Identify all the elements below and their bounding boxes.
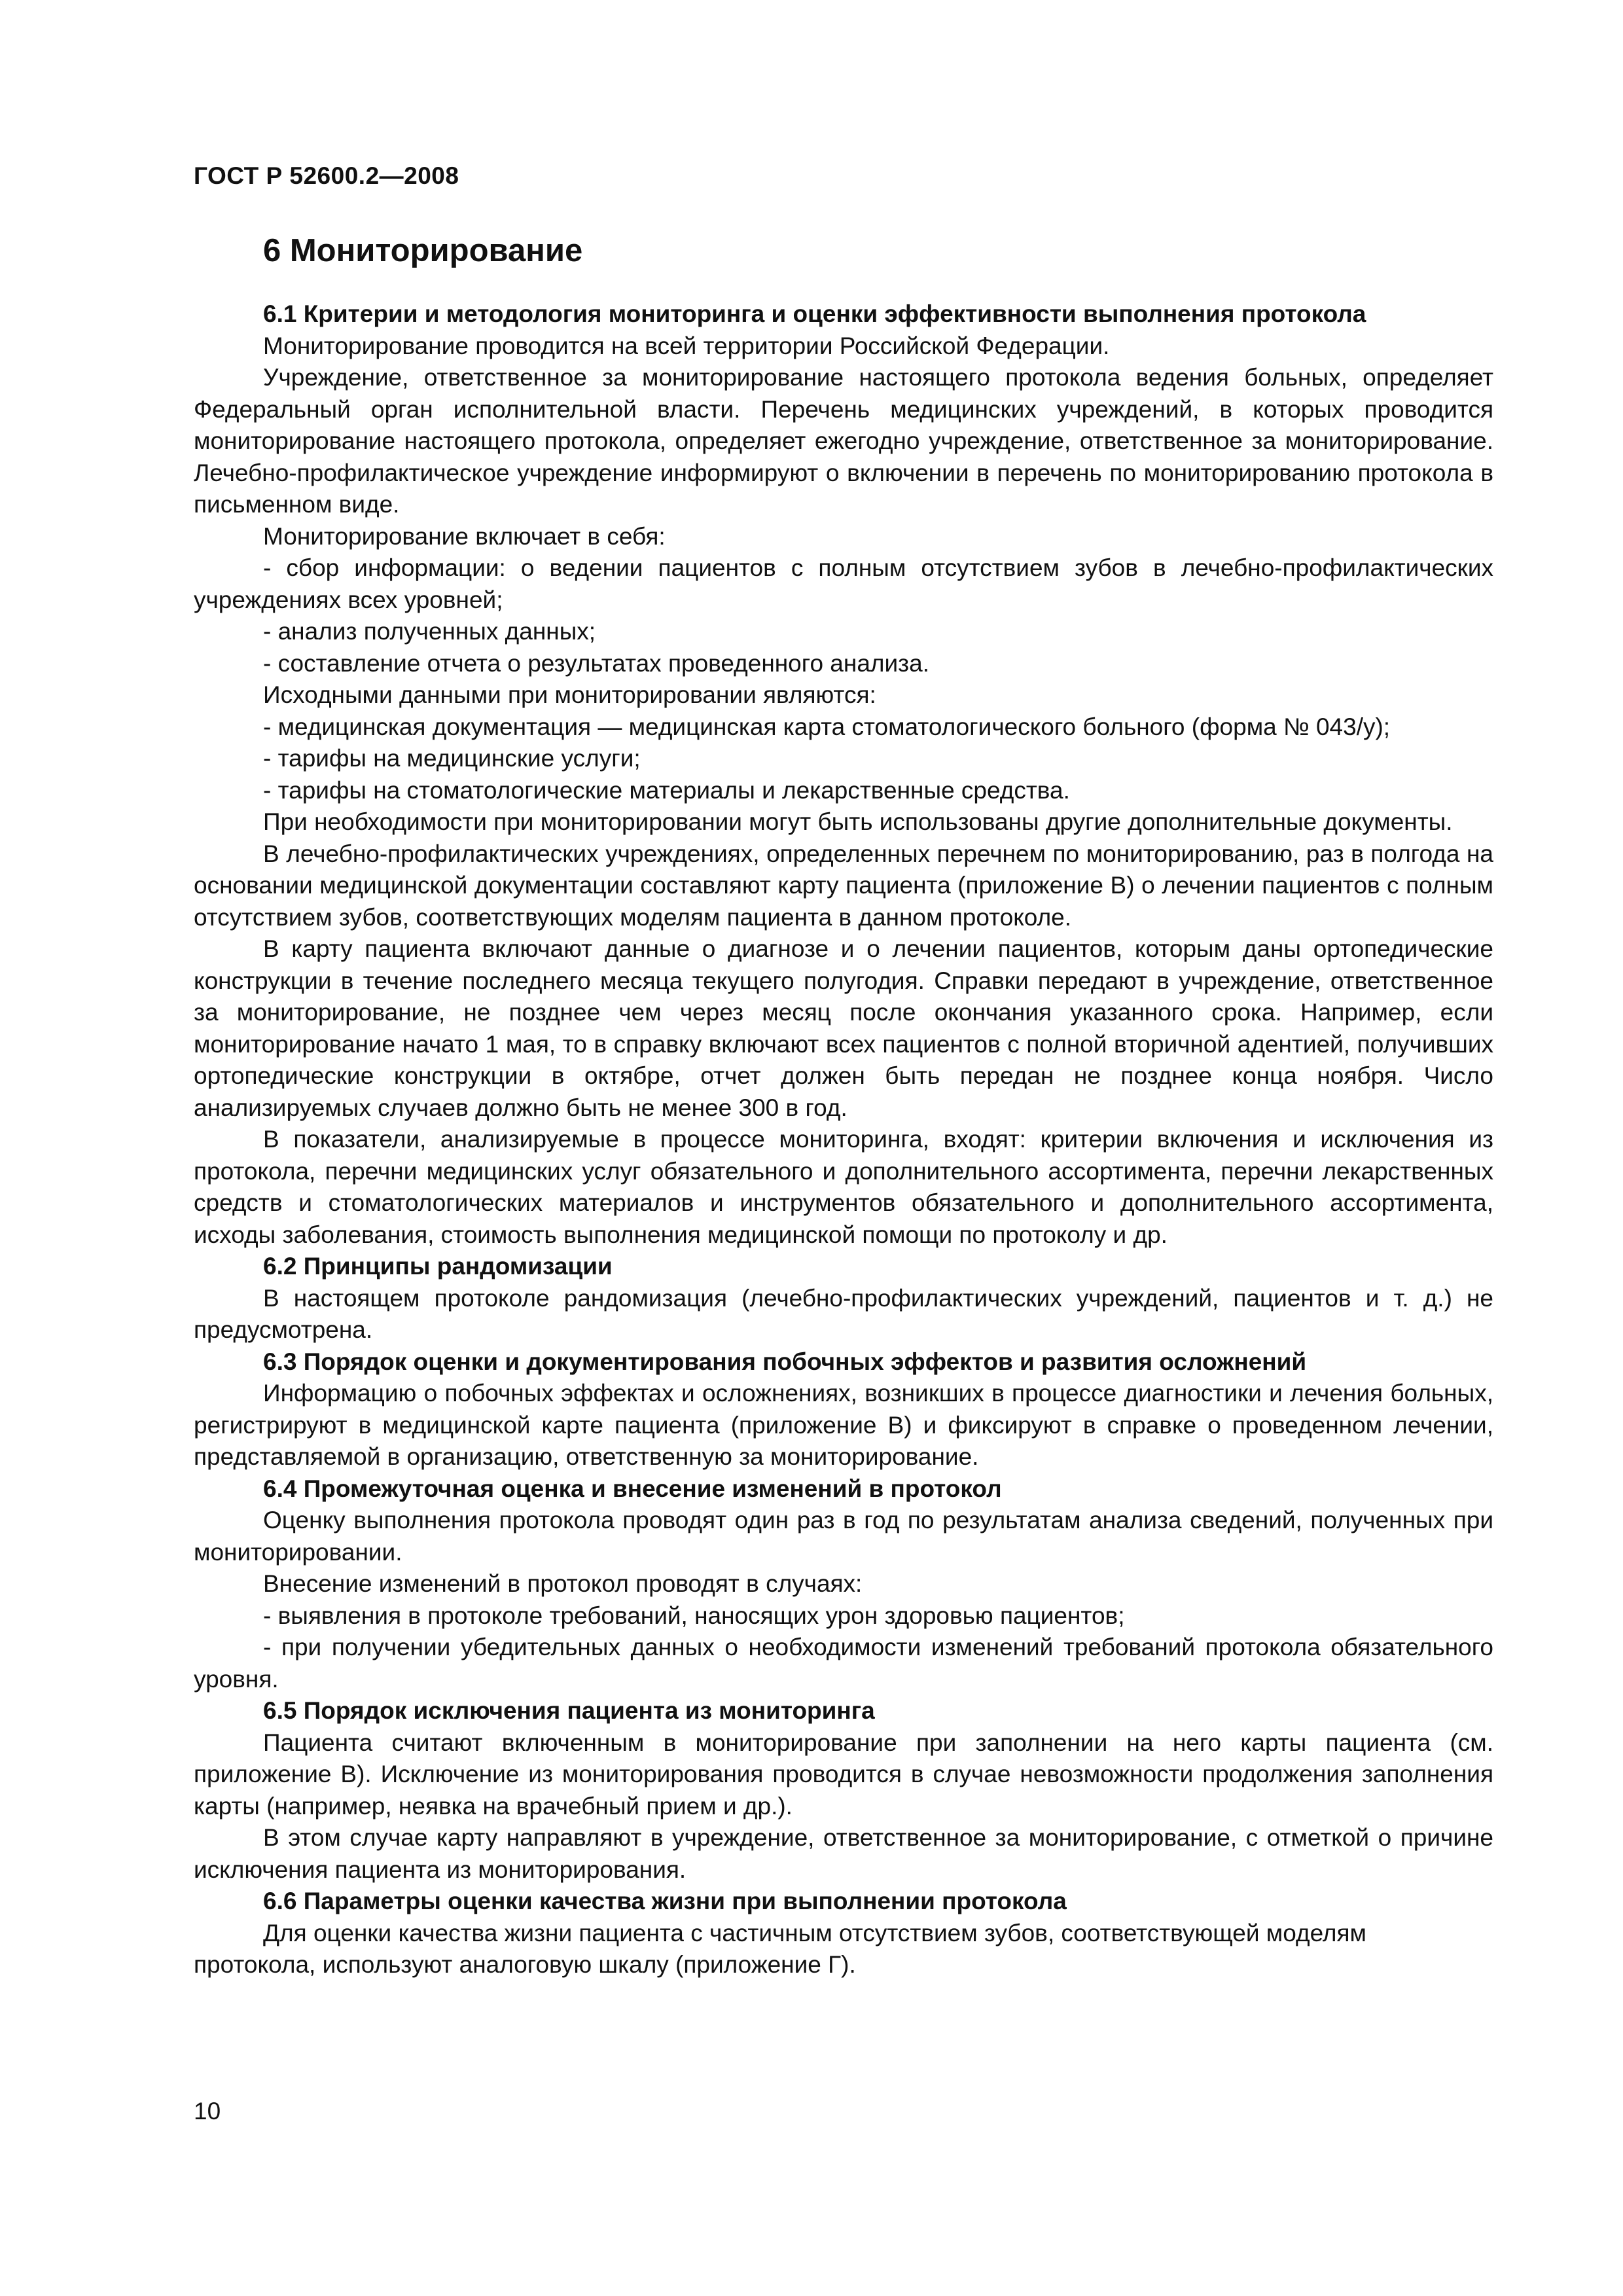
paragraph: В настоящем протоколе рандомизация (лечебно-профилактических учреждений, пациентов и т. д.) не предусмотрена.: [194, 1284, 1493, 1343]
list-item: - выявления в протоколе требований, наносящих урон здоровью пациентов;: [263, 1602, 1125, 1629]
paragraph: В лечебно-профилактических учреждениях, определенных перечнем по мониторированию, раз в полгода на основании медицинской документации составляют карту пациента (приложение В) о лечении пациентов с полным отсутствием зубов, соответствующих моделям пациента в данном протоколе.: [194, 840, 1493, 931]
paragraph: Внесение изменений в протокол проводят в случаях:: [263, 1570, 863, 1597]
paragraph: В этом случае карту направляют в учреждение, ответственное за мониторирование, с отметкой о причине исключения пациента из мониторирования.: [194, 1824, 1493, 1883]
subsection-heading-6-1: 6.1 Критерии и методология мониторинга и оценки эффективности выполнения протокола: [263, 300, 1366, 327]
paragraph: Мониторирование включает в себя:: [263, 522, 666, 550]
paragraph: Оценку выполнения протокола проводят один раз в год по результатам анализа сведений, полученных при мониторировании.: [194, 1507, 1493, 1566]
list-item: - составление отчета о результатах проведенного анализа.: [263, 649, 929, 677]
paragraph: В карту пациента включают данные о диагнозе и о лечении пациентов, которым даны ортопедические конструкции в течение последнего месяца текущего полугодия. Справки передают в учреждение, ответственное за мониторирование, не позднее чем через месяц после окончания указанного срока. Например, если мониторирование начато 1 мая, то в справку включают всех пациентов с полной вторичной адентией, получивших ортопедические конструкции в октябре, отчет должен быть передан не позднее конца ноября. Число анализируемых случаев должно быть не менее 300 в год.: [194, 935, 1493, 1121]
paragraph: Информацию о побочных эффектах и осложнениях, возникших в процессе диагностики и лечения больных, регистрируют в медицинской карте пациента (приложение В) и фиксируют в справке о проведенном лечении, представляемой в организацию, ответственную за мониторирование.: [194, 1380, 1493, 1470]
subsection-heading-6-3: 6.3 Порядок оценки и документирования побочных эффектов и развития осложнений: [263, 1348, 1307, 1375]
subsection-heading-6-6: 6.6 Параметры оценки качества жизни при выполнении протокола: [263, 1888, 1067, 1914]
list-item: - при получении убедительных данных о необходимости изменений требований протокола обязательного уровня.: [194, 1634, 1493, 1693]
subsection-heading-6-2: 6.2 Принципы рандомизации: [263, 1253, 613, 1280]
document-code-header: ГОСТ Р 52600.2—2008: [194, 162, 459, 189]
list-item: - анализ полученных данных;: [263, 618, 596, 645]
paragraph: В показатели, анализируемые в процессе мониторинга, входят: критерии включения и исключения из протокола, перечни медицинских услуг обязательного и дополнительного ассортимента, перечни лекарственных средств и стоматологических материалов и инструментов обязательного и дополнительного ассортимента, исходы заболевания, стоимость выполнения медицинской помощи по протоколу и др.: [194, 1126, 1493, 1248]
paragraph: Исходными данными при мониторировании являются:: [263, 681, 876, 708]
paragraph: Для оценки качества жизни пациента с частичным отсутствием зубов, соответствующей моделям протокола, используют аналоговую шкалу (приложение Г).: [194, 1919, 1366, 1978]
list-item: - сбор информации: о ведении пациентов с полным отсутствием зубов в лечебно-профилактических учреждениях всех уровней;: [194, 554, 1493, 613]
list-item: - тарифы на стоматологические материалы и лекарственные средства.: [263, 776, 1070, 804]
list-item: - тарифы на медицинские услуги;: [263, 745, 641, 772]
section-title: 6 Мониторирование: [263, 233, 583, 268]
paragraph: Пациента считают включенным в мониторирование при заполнении на него карты пациента (см. приложение В). Исключение из мониторирования проводится в случае невозможности продолжения заполнения карты (например, неявка на врачебный прием и др.).: [194, 1729, 1493, 1820]
paragraph: Учреждение, ответственное за мониторирование настоящего протокола ведения больных, определяет Федеральный орган исполнительной власти. Перечень медицинских учреждений, в которых проводится мониторирование настоящего протокола, определяет ежегодно учреждение, ответственное за мониторирование. Лечебно-профилактическое учреждение информируют о включении в перечень по мониторированию протокола в письменном виде.: [194, 364, 1493, 518]
paragraph: Мониторирование проводится на всей территории Российской Федерации.: [263, 332, 1110, 359]
subsection-heading-6-4: 6.4 Промежуточная оценка и внесение изменений в протокол: [263, 1475, 1002, 1502]
page-number: 10: [194, 2098, 221, 2125]
list-item: - медицинская документация — медицинская карта стоматологического больного (форма № 043/у);: [263, 713, 1391, 740]
section-content: [194, 298, 1493, 1981]
paragraph: При необходимости при мониторировании могут быть использованы другие дополнительные документы.: [263, 808, 1453, 835]
subsection-heading-6-5: 6.5 Порядок исключения пациента из мониторинга: [263, 1697, 875, 1724]
